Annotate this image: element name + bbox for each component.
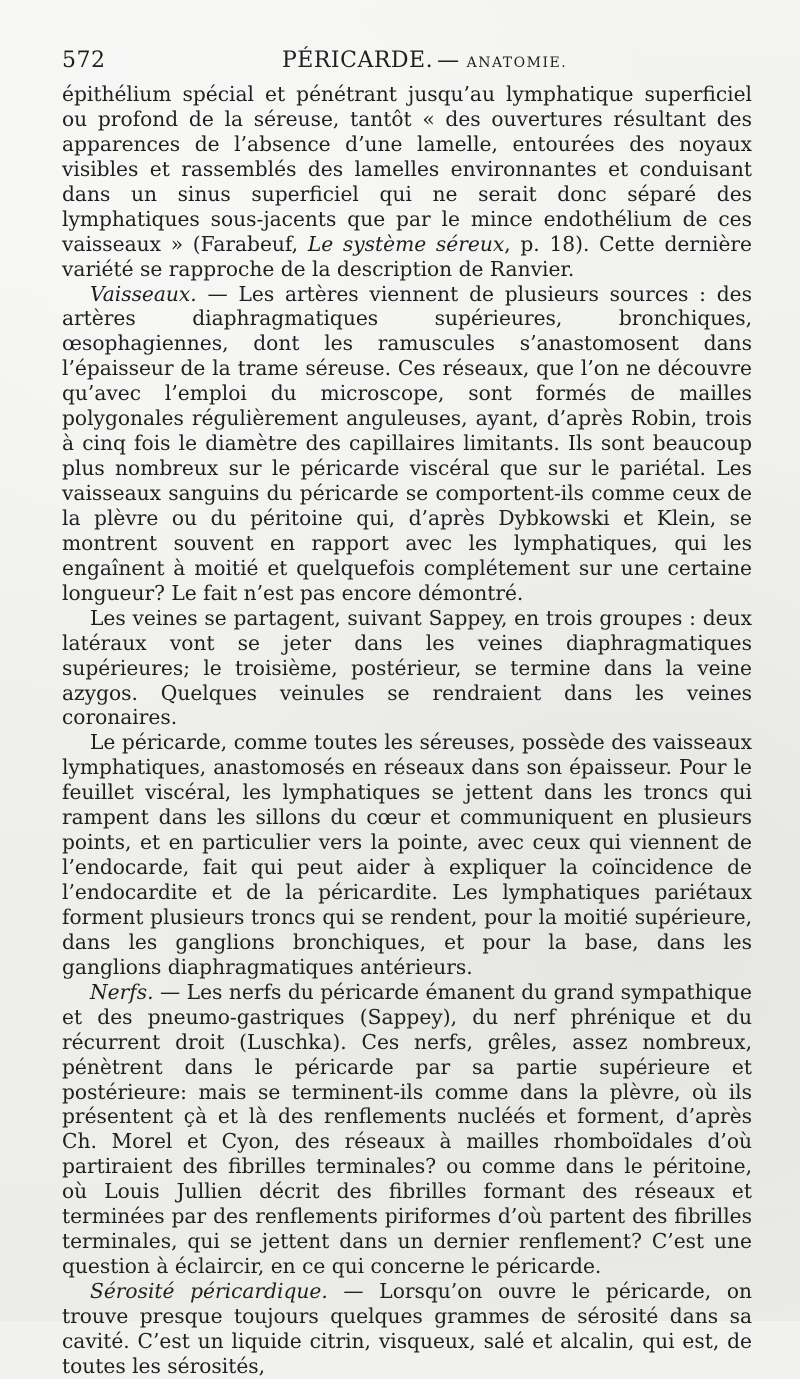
- paragraph-text: épithélium spécial et pénétrant jusqu’au lymphatique superficiel ou profond de la séreuse, tantôt « des ouvertures résultant des apparences de l’absence d’une lamelle, entourées des noyaux visibles et rassemblés des lamelles environnantes et conduisant dans un sinus superficiel qui ne serait donc séparé des lymphatiques sous-jacents que par le mince endothélium de ces vaisseaux » (Farabeuf,: [62, 82, 752, 256]
- section-lead-in: Sérosité péricardique.: [90, 1279, 328, 1303]
- paragraph-text: , p. 18). Cette dernière variété se rapproche de la description de Ranvier.: [62, 231, 752, 281]
- page-number: 572: [62, 48, 106, 73]
- body-text: [62, 82, 752, 1379]
- running-header: [62, 48, 752, 78]
- running-title: [282, 48, 567, 73]
- section-lead-in: Vaisseaux.: [90, 281, 197, 306]
- paragraph-nerfs: [62, 980, 752, 1279]
- paragraph-text: — Lorsqu’on ouvre le péricarde, on trouve presque toujours quelques grammes de sérosité dans sa cavité. C’est un liquide citrin, visqueux, salé et alcalin, qui est, de toutes les sérosités,: [62, 1279, 752, 1378]
- paragraph-text: — Les artères viennent de plusieurs sources : des artères diaphragmatiques supérieures, bronchiques, œsophagiennes, dont les ramuscules s’anastomosent dans l’épaisseur de la trame séreuse. Ces réseaux, que l’on ne découvre qu’avec l’emploi du microscope, sont formés de mailles polygonales régulièrement anguleuses, ayant, d’après Robin, trois à cinq fois le diamètre des capillaires limitants. Ils sont beaucoup plus nombreux sur le péricarde viscéral que sur le pariétal. Les vaisseaux sanguins du péricarde se comportent-ils comme ceux de la plèvre ou du péritoine qui, d’après Dybkowski et Klein, se montrent souvent en rapport avec les lymphatiques, qui les engaînent à moitié et quelquefois complétement sur une certaine longueur? Le fait n’est pas encore démontré.: [62, 281, 752, 605]
- paragraph-continuation: [62, 82, 752, 282]
- paragraph-lymphatiques: Le péricarde, comme toutes les séreuses, possède des vaisseaux lymphatiques, anastomosés en réseaux dans son épaisseur. Pour le feuillet viscéral, les lymphatiques se jettent dans les troncs qui rampent dans les sillons du cœur et communiquent en plusieurs points, et en particulier vers la pointe, avec ceux qui viennent de l’endocarde, fait qui peut aider à expliquer la coïncidence de l’endocardite et de la péricardite. Les lymphatiques pariétaux forment plusieurs troncs qui se rendent, pour la moitié supérieure, dans les ganglions bronchiques, et pour la base, dans les ganglions diaphragmatiques antérieurs.: [62, 730, 752, 979]
- section-lead-in: Nerfs.: [90, 979, 154, 1004]
- chapter-title: PÉRICARDE.: [282, 48, 434, 73]
- title-dash: —: [437, 48, 460, 73]
- paragraph-veines: Les veines se partagent, suivant Sappey, en trois groupes : deux latéraux vont se jeter dans les veines diaphragmatiques supérieures; le troisième, postérieur, se termine dans la veine azygos. Quelques veinules se rendraient dans les veines coronaires.: [62, 605, 752, 730]
- paragraph-serosite: [62, 1279, 752, 1379]
- paragraph-vaisseaux: [62, 282, 752, 606]
- section-title: ANATOMIE.: [466, 55, 568, 71]
- paragraph-text: — Les nerfs du péricarde émanent du grand sympathique et des pneumo-gastriques (Sappey), du nerf phrénique et du récurrent droit (Luschka). Ces nerfs, grêles, assez nombreux, pénètrent dans le péricarde par sa partie supérieure et postérieure: mais se terminent-ils comme dans la plèvre, où ils présentent çà et là des renflements nucléés et forment, d’après Ch. Morel et Cyon, des réseaux à mailles rhomboïdales d’où partiraient des fibrilles terminales? ou comme dans le péritoine, où Louis Jullien décrit des fibrilles formant des réseaux et terminées par des renflements piriformes d’où partent des fibrilles terminales, qui se jettent dans un dernier renflement? C’est une question à éclaircir, en ce qui concerne le péricarde.: [62, 979, 752, 1279]
- cited-title: Le système séreux: [307, 231, 505, 256]
